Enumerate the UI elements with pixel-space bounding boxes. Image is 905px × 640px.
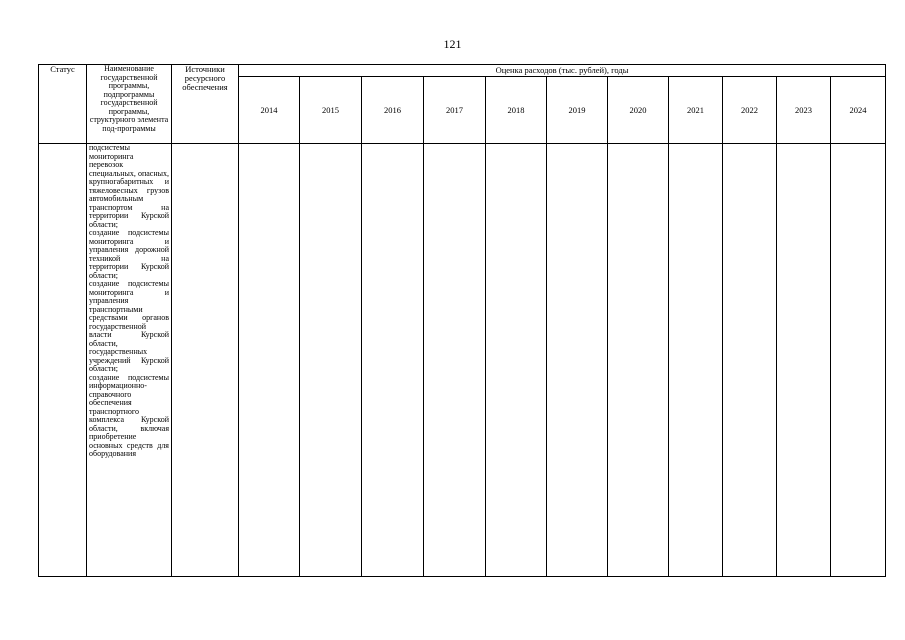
- cell-value: [300, 144, 362, 577]
- cell-value: [777, 144, 831, 577]
- cell-sources: [172, 144, 239, 577]
- header-year: 2019: [547, 77, 608, 144]
- header-year: 2020: [608, 77, 669, 144]
- header-year: 2017: [424, 77, 486, 144]
- cell-value: [362, 144, 424, 577]
- page-number: 121: [443, 37, 462, 51]
- header-year: 2014: [239, 77, 300, 144]
- cell-value: [239, 144, 300, 577]
- table-header-row: [39, 65, 886, 77]
- header-status: Статус: [39, 65, 87, 144]
- header-sources: Источники ресурсного обеспечения: [172, 65, 239, 144]
- header-year: 2016: [362, 77, 424, 144]
- cell-value: [424, 144, 486, 577]
- cell-value: [723, 144, 777, 577]
- header-year: 2024: [831, 77, 886, 144]
- header-name: Наименование государственной программы, подпрограммы государственной программы, структурного элемента под-программы: [87, 65, 172, 144]
- cell-name-text: подсистемы мониторинга перевозок специальных, опасных, крупногабаритных и тяжеловесных грузов автомобильным транспортом на территории Курской области; создание подсистемы мониторинга и управления дорожной техникой на территории Курской области; создание подсистемы мониторинга и управления транспортными средствами органов государственной власти Курской области, государственных учреждений Курской области; создание подсистемы информационно-справочного обеспечения транспортного комплекса Курской области, включая приобретение основных средств для оборудования: [89, 143, 169, 458]
- cell-value: [669, 144, 723, 577]
- cell-value: [831, 144, 886, 577]
- header-year: 2018: [486, 77, 547, 144]
- header-year: 2022: [723, 77, 777, 144]
- header-year: 2015: [300, 77, 362, 144]
- header-expenses-group: Оценка расходов (тыс. рублей), годы: [239, 65, 886, 77]
- cell-value: [486, 144, 547, 577]
- budget-table: [38, 64, 886, 577]
- cell-status: [39, 144, 87, 577]
- header-year: 2021: [669, 77, 723, 144]
- table-row: [39, 144, 886, 577]
- header-year: 2023: [777, 77, 831, 144]
- cell-name: [87, 144, 172, 577]
- cell-value: [547, 144, 608, 577]
- cell-value: [608, 144, 669, 577]
